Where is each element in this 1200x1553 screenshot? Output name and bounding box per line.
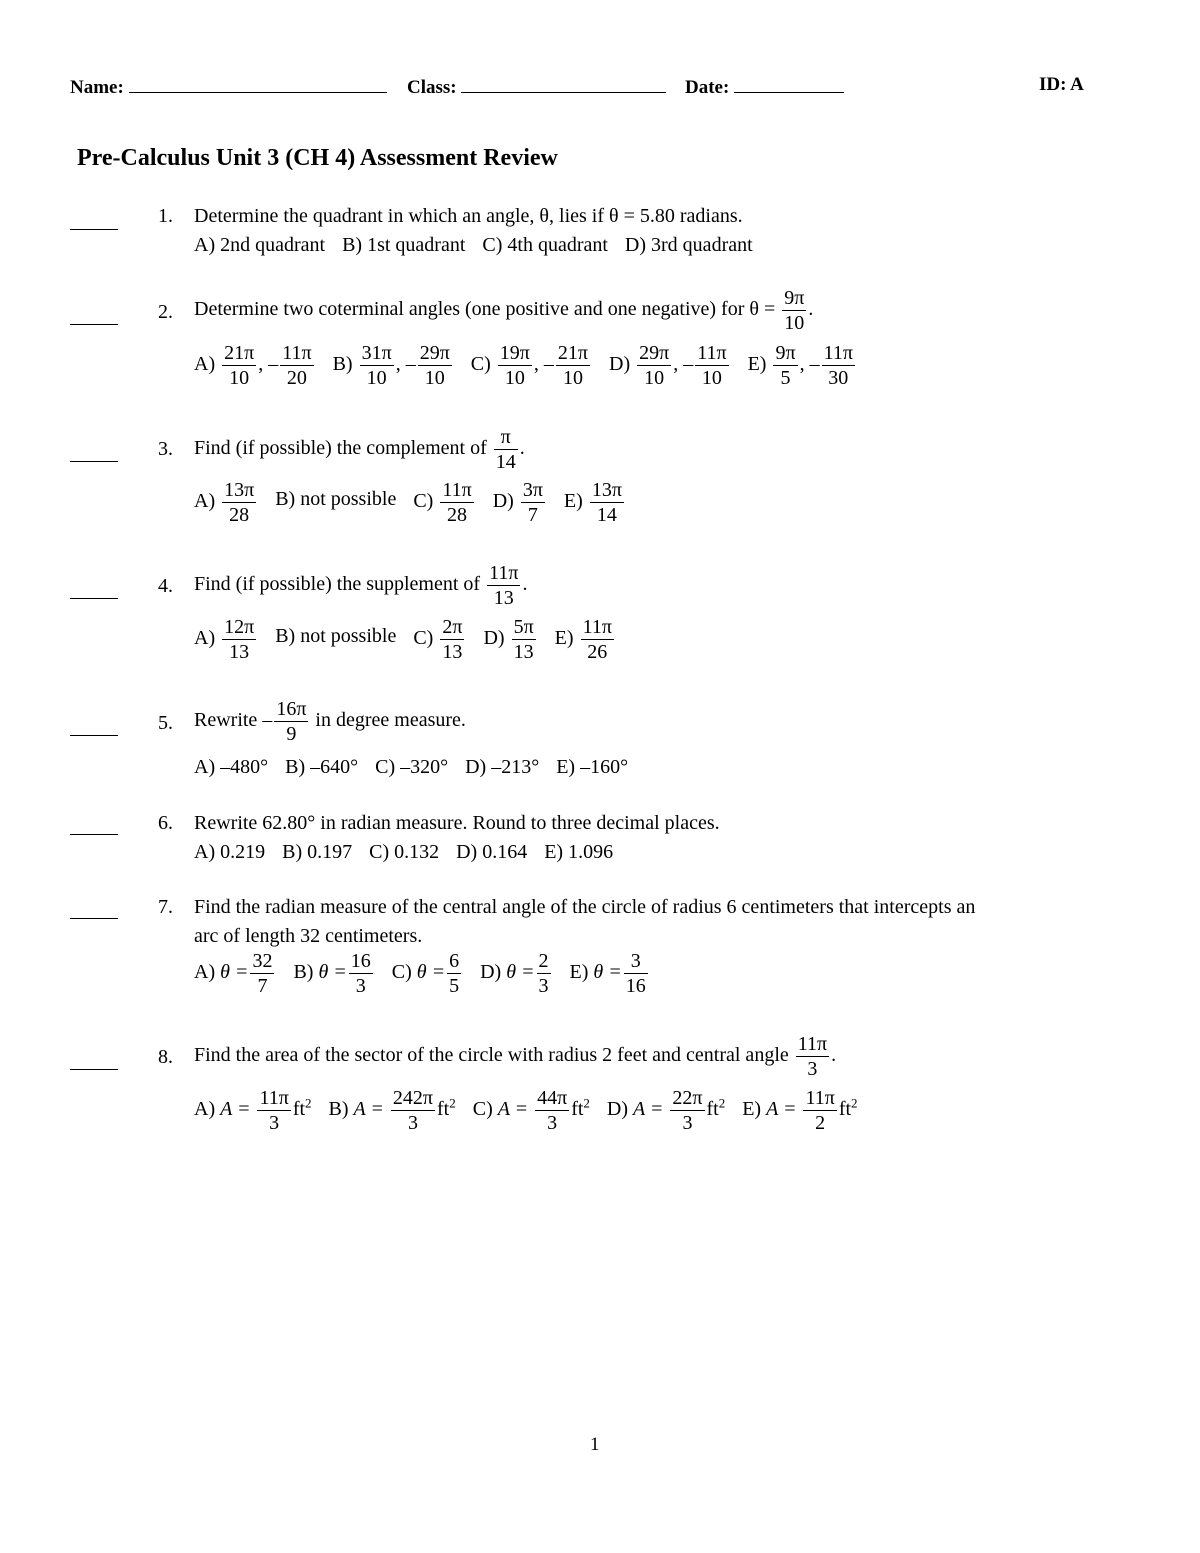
option: B) not possible: [275, 625, 397, 648]
date-blank[interactable]: [734, 74, 844, 93]
options-row: [194, 343, 869, 388]
option: C) $\frac{19\pi}{10}$ , – $\frac{21\pi}{10}$: [470, 342, 589, 389]
question-number: 8.: [158, 1046, 173, 1068]
option: D) θ = $\frac{2}{3}$: [480, 950, 549, 997]
date-field: [685, 74, 844, 99]
class-label: Class:: [407, 77, 457, 98]
option: D) $\frac{5\pi}{13}$: [483, 616, 534, 663]
option: B) θ = $\frac{16}{3}$: [293, 950, 371, 997]
option: A) –480°: [194, 756, 269, 778]
question-stem-cont: arc of length 32 centimeters.: [194, 925, 423, 947]
option: C) 4th quadrant: [482, 234, 608, 256]
option: C) $\frac{2\pi}{13}$: [413, 616, 463, 663]
class-blank[interactable]: [461, 74, 666, 93]
answer-blank-5[interactable]: [70, 735, 118, 736]
question-number: 1.: [158, 205, 173, 227]
option: E) A = $\frac{11\pi}{2}$ $ft^2$: [742, 1087, 858, 1134]
options-row: [194, 617, 628, 662]
page-number: 1: [590, 1434, 600, 1455]
date-label: Date:: [685, 77, 730, 98]
options-row: [194, 841, 625, 864]
question-stem: Find the area of the sector of the circle with radius 2 feet and central angle $\frac{11\pi}{3}$ .: [194, 1033, 837, 1080]
option: E) θ = $\frac{3}{16}$: [569, 950, 646, 997]
option: A) A = $\frac{11\pi}{3}$ $ft^2$: [194, 1087, 312, 1134]
fraction: $\frac{11\pi}{13}$: [489, 562, 519, 609]
question-stem: Determine the quadrant in which an angle, θ, lies if θ = 5.80 radians.: [194, 205, 743, 227]
option: A) 0.219: [194, 841, 266, 863]
option: B) $\frac{31\pi}{10}$ , – $\frac{29\pi}{10}$: [332, 342, 450, 389]
option: D) $\frac{29\pi}{10}$ , – $\frac{11\pi}{10}$: [609, 342, 727, 389]
question-stem: Find (if possible) the supplement of $\frac{11\pi}{13}$ .: [194, 562, 528, 609]
question-stem: Determine two coterminal angles (one positive and one negative) for θ = $\frac{9\pi}{10}$ .: [194, 287, 814, 334]
option: A) θ = $\frac{32}{7}$: [194, 950, 273, 997]
option: B) 1st quadrant: [342, 234, 466, 256]
fraction: $\frac{11\pi}{3}$: [797, 1033, 828, 1080]
question-number: 6.: [158, 812, 173, 834]
answer-blank-7[interactable]: [70, 918, 118, 919]
option: D) A = $\frac{22\pi}{3}$ $ft^2$: [606, 1087, 726, 1134]
option: C) $\frac{11\pi}{28}$: [413, 479, 472, 526]
option: E) $\frac{13\pi}{14}$: [563, 479, 622, 526]
option: B) A = $\frac{242\pi}{3}$ $ft^2$: [328, 1087, 456, 1134]
options-row: [194, 480, 638, 525]
name-blank[interactable]: [129, 74, 387, 93]
id-label: ID: A: [1039, 74, 1084, 95]
option: D) 0.164: [456, 841, 528, 863]
options-row: [194, 234, 765, 257]
question-stem: Find (if possible) the complement of $\frac{\pi}{14}$ .: [194, 426, 525, 473]
answer-blank-4[interactable]: [70, 598, 118, 599]
option: A) 2nd quadrant: [194, 234, 326, 256]
page-title: Pre-Calculus Unit 3 (CH 4) Assessment Review: [77, 145, 558, 171]
option: A) $\frac{12\pi}{13}$: [194, 616, 255, 663]
question-stem: Rewrite – $\frac{16\pi}{9}$ in degree measure.: [194, 698, 466, 745]
option: A) $\frac{13\pi}{28}$: [194, 479, 255, 526]
fraction: $\frac{9\pi}{10}$: [784, 287, 805, 334]
answer-blank-6[interactable]: [70, 834, 118, 835]
options-row: [194, 1088, 870, 1133]
question-number: 3.: [158, 438, 173, 460]
option: D) –213°: [465, 756, 540, 778]
option: C) 0.132: [369, 841, 440, 863]
option: E) –160°: [556, 756, 629, 778]
question-number: 2.: [158, 301, 173, 323]
option: C) θ = $\frac{6}{5}$: [391, 950, 460, 997]
question-number: 4.: [158, 575, 173, 597]
question-stem: Find the radian measure of the central angle of the circle of radius 6 centimeters that intercepts an: [194, 896, 976, 918]
fraction: $\frac{16\pi}{9}$: [276, 698, 307, 745]
answer-blank-1[interactable]: [70, 229, 118, 230]
class-field: [407, 74, 666, 99]
option: E) 1.096: [544, 841, 614, 863]
question-stem: Rewrite 62.80° in radian measure. Round to three decimal places.: [194, 812, 720, 834]
option: A) $\frac{21\pi}{10}$ , – $\frac{11\pi}{20}$: [194, 342, 312, 389]
option: D) 3rd quadrant: [624, 234, 753, 256]
option: B) not possible: [275, 488, 397, 511]
name-field: [70, 74, 387, 99]
option: E) $\frac{9\pi}{5}$ , – $\frac{11\pi}{30}$: [747, 342, 853, 389]
options-row: [194, 756, 640, 779]
answer-blank-2[interactable]: [70, 324, 118, 325]
option: C) –320°: [375, 756, 449, 778]
answer-blank-3[interactable]: [70, 461, 118, 462]
option: C) A = $\frac{44\pi}{3}$ $ft^2$: [472, 1087, 590, 1134]
options-row: [194, 951, 662, 996]
fraction: $\frac{\pi}{14}$: [495, 426, 516, 473]
question-number: 7.: [158, 896, 173, 918]
option: D) $\frac{3\pi}{7}$: [492, 479, 543, 526]
question-number: 5.: [158, 712, 173, 734]
option: B) 0.197: [282, 841, 353, 863]
option: B) –640°: [285, 756, 359, 778]
answer-blank-8[interactable]: [70, 1069, 118, 1070]
option: E) $\frac{11\pi}{26}$: [554, 616, 612, 663]
name-label: Name:: [70, 77, 124, 98]
